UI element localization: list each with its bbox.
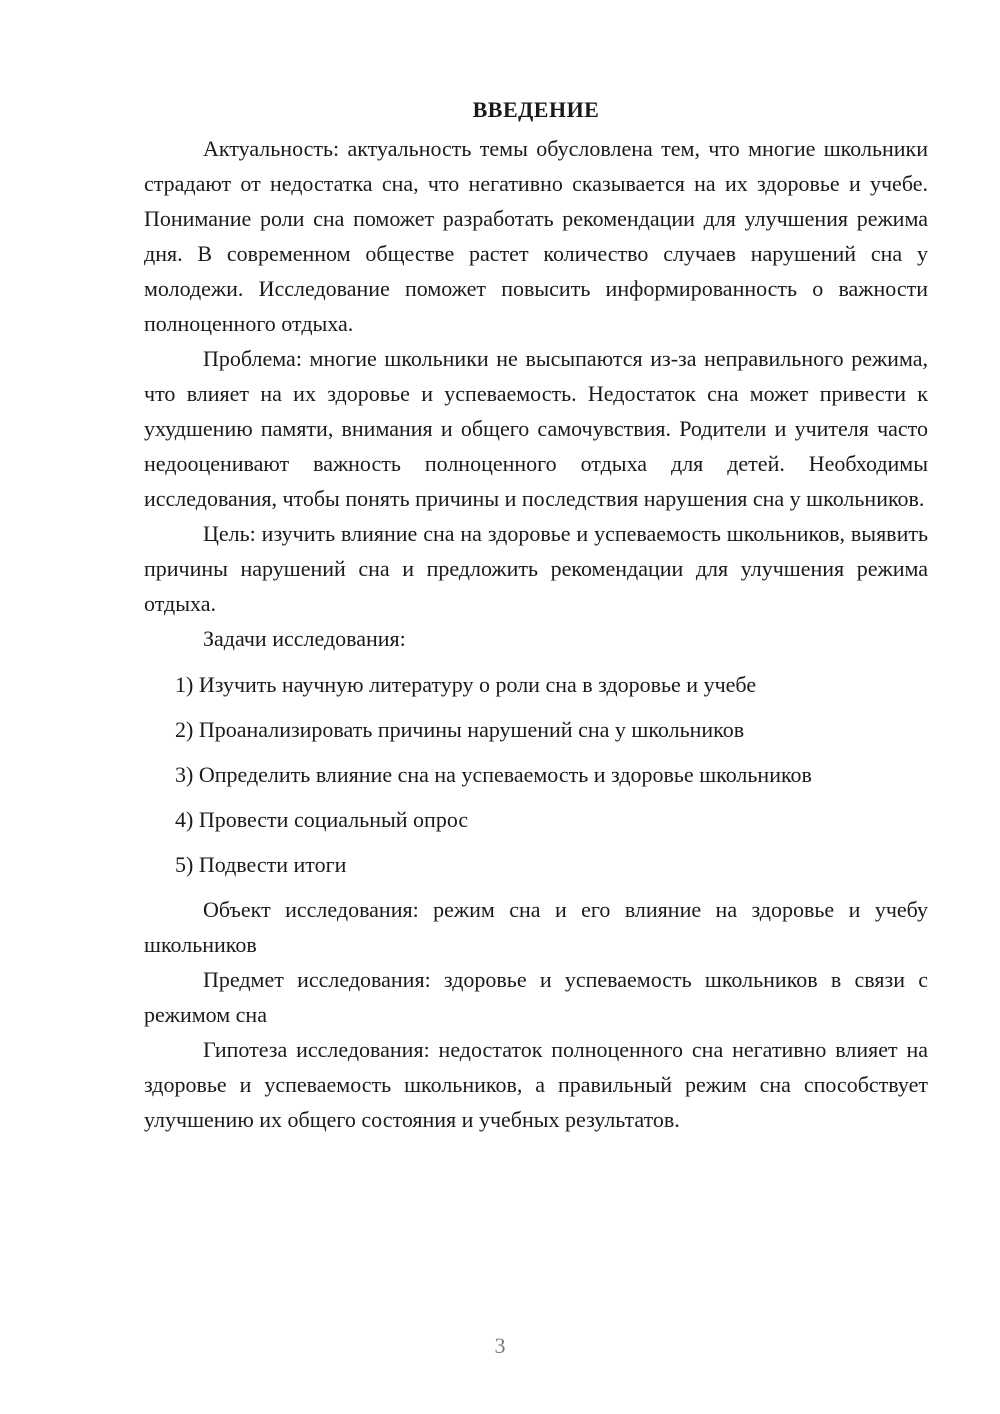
list-item: 4) Провести социальный опрос [175,807,469,832]
section-heading: ВВЕДЕНИЕ [472,97,600,122]
list-item: 2) Проанализировать причины нарушений сна у школьников [175,717,745,742]
list-item: 1) Изучить научную литературу о роли сна в здоровье и учебе [175,672,757,697]
goal-paragraph: Цель: изучить влияние сна на здоровье и успеваемость школьников, выявить причины нарушений сна и предложить рекомендации для улучшения режима отдыха. [144,521,928,616]
list-item: 5) Подвести итоги [175,852,347,877]
subject-paragraph: Предмет исследования: здоровье и успеваемость школьников в связи с режимом сна [144,967,928,1027]
tasks-list [144,667,928,882]
object-paragraph: Объект исследования: режим сна и его влияние на здоровье и учебу школьников [144,897,928,957]
problem-paragraph: Проблема: многие школьники не высыпаются из-за неправильного режима, что влияет на их здоровье и успеваемость. Недостаток сна может привести к ухудшению памяти, внимания и общего самочувствия. Родители и учителя часто недооценивают важность полноценного отдыха для детей. Необходимы исследования, чтобы понять причины и последствия нарушения сна у школьников. [144,346,928,511]
hypothesis-paragraph: Гипотеза исследования: недостаток полноценного сна негативно влияет на здоровье и успеваемость школьников, а правильный режим сна способствует улучшению их общего состояния и учебных результатов. [144,1037,928,1132]
page-number: 3 [494,1333,506,1358]
list-item: 3) Определить влияние сна на успеваемость и здоровье школьников [175,762,812,787]
document-page [144,92,928,1137]
tasks-title: Задачи исследования: [203,626,406,651]
relevance-paragraph: Актуальность: актуальность темы обусловлена тем, что многие школьники страдают от недостатка сна, что негативно сказывается на их здоровье и учебе. Понимание роли сна поможет разработать рекомендации для улучшения режима дня. В современном обществе растет количество случаев нарушений сна у молодежи. Исследование поможет повысить информированность о важности полноценного отдыха. [144,136,928,336]
